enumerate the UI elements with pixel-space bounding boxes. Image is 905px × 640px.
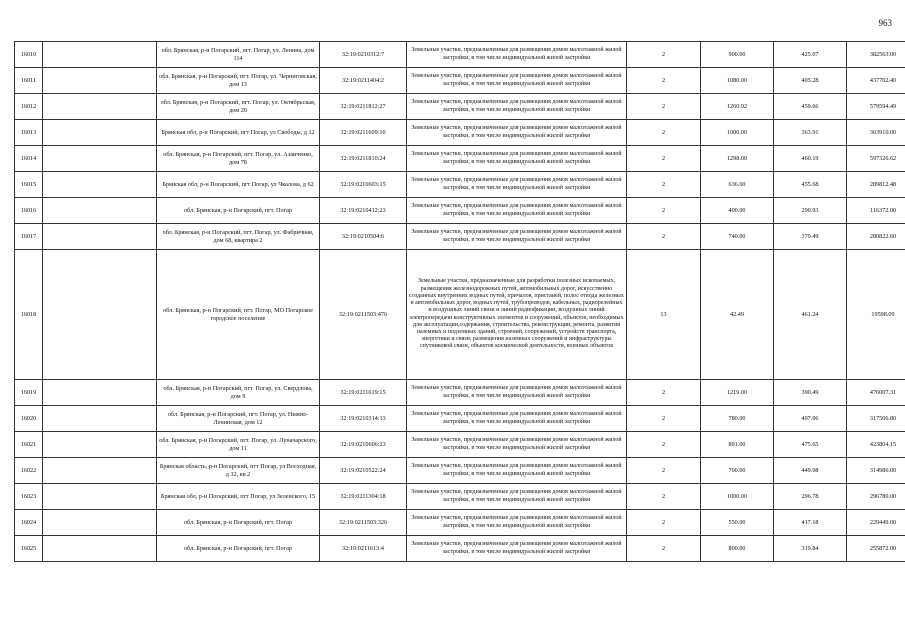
specific-value-cell: 379.49 xyxy=(774,224,847,250)
area-cell: 1219.00 xyxy=(701,380,774,406)
address-cell: обл. Брянская, р-н Погарский, пгт. Погар, ул. Октябрьская, дом 20 xyxy=(157,94,320,120)
cadastral-value-cell: 116372.00 xyxy=(847,198,905,224)
land-use-cell: Земельные участки, предназначенные для размещения домов малоэтажной жилой застройки, в том числе индивидуальной жилой застройки xyxy=(407,458,627,484)
group-cell: 2 xyxy=(627,120,701,146)
cadastral-value-cell: 296780.00 xyxy=(847,484,905,510)
cadastral-value-cell: 363910.00 xyxy=(847,120,905,146)
cadastral-value-cell: 255872.00 xyxy=(847,536,905,562)
row-number: 16020 xyxy=(15,406,43,432)
address-cell: Брянская область, р-н Погарский, пгт Погар, ул Восходная, д 32, кв 2 xyxy=(157,458,320,484)
address-cell: обл. Брянская, р-н Погарский, пгт. Погар, ул. Свердлова, дом 9 xyxy=(157,380,320,406)
area-cell: 1298.00 xyxy=(701,146,774,172)
land-use-cell: Земельные участки, предназначенные для разработки полезных ископаемых, размещения железнодорожных путей, автомобильных дорог, искусственно созданных внутренних водных путей, причалов, пристаней, полос отвода железных и автомобильных дорог, водных путей, трубопроводов, кабельных, радиорелейных и воздушных линий связи и линий радиофикации, воздушных линий электропередачи конструктивных элементов и сооружений, объектов, необходимых для эксплуатации,содержания, строительства, реконструкции, ремонта, развития наземных и подземных зданий, строений, сооружений, устройств транспорта, энергетики и связи; размещения наземных сооружений и инфраструктуры спутниковой связи, объектов космической деятельности, военных объектов xyxy=(407,250,627,380)
table-row xyxy=(15,250,905,380)
area-cell: 700.00 xyxy=(701,458,774,484)
cadastral-number-cell: 32:19:0211503:326 xyxy=(320,510,407,536)
table-row xyxy=(15,120,905,146)
address-cell: обл. Брянская, р-н Погарский, пгт. Погар xyxy=(157,198,320,224)
group-cell: 2 xyxy=(627,224,701,250)
land-use-cell: Земельные участки, предназначенные для размещения домов малоэтажной жилой застройки, в том числе индивидуальной жилой застройки xyxy=(407,406,627,432)
table-row xyxy=(15,380,905,406)
table-row xyxy=(15,172,905,198)
land-use-cell: Земельные участки, предназначенные для размещения домов малоэтажной жилой застройки, в том числе индивидуальной жилой застройки xyxy=(407,224,627,250)
specific-value-cell: 417.18 xyxy=(774,510,847,536)
address-cell: обл. Брянская, р-н Погарский, пгт. Погар, ул. Луначарского, дом 11 xyxy=(157,432,320,458)
group-cell: 2 xyxy=(627,42,701,68)
group-cell: 2 xyxy=(627,146,701,172)
specific-value-cell: 407.06 xyxy=(774,406,847,432)
specific-value-cell: 460.19 xyxy=(774,146,847,172)
cadastral-value-cell: 579594.49 xyxy=(847,94,905,120)
area-cell: 1080.00 xyxy=(701,68,774,94)
specific-value-cell: 459.66 xyxy=(774,94,847,120)
specific-value-cell: 449.98 xyxy=(774,458,847,484)
land-use-cell: Земельные участки, предназначенные для размещения домов малоэтажной жилой застройки, в том числе индивидуальной жилой застройки xyxy=(407,432,627,458)
address-cell: Брянская обл, р-н Погарский, пгт Погар, ул Зеленского, 15 xyxy=(157,484,320,510)
table-body xyxy=(15,42,905,562)
cadastral-number-cell: 32:19:0210603:15 xyxy=(320,172,407,198)
specific-value-cell: 475.65 xyxy=(774,432,847,458)
cadastral-number-cell: 32:19:0210606:23 xyxy=(320,432,407,458)
land-use-cell: Земельные участки, предназначенные для размещения домов малоэтажной жилой застройки, в том числе индивидуальной жилой застройки xyxy=(407,94,627,120)
blank-column xyxy=(43,224,157,250)
cadastral-value-table xyxy=(14,41,905,562)
specific-value-cell: 461.24 xyxy=(774,250,847,380)
table-row xyxy=(15,510,905,536)
area-cell: 550.00 xyxy=(701,510,774,536)
cadastral-number-cell: 32:19:0210504:6 xyxy=(320,224,407,250)
specific-value-cell: 296.78 xyxy=(774,484,847,510)
specific-value-cell: 390.49 xyxy=(774,380,847,406)
group-cell: 2 xyxy=(627,536,701,562)
address-cell: обл. Брянская, р-н Погарский, пгт. Погар, ул. Нижне-Ленинская, дом 12 xyxy=(157,406,320,432)
specific-value-cell: 290.93 xyxy=(774,198,847,224)
address-cell: Брянская обл, р-н Погарский, пгт Погар, ул Свободы, д 12 xyxy=(157,120,320,146)
address-cell: обл. Брянская, р-н Погарский, пгт. Погар, ул. Фабричная, дом 68, квартира 2 xyxy=(157,224,320,250)
area-cell: 42.49 xyxy=(701,250,774,380)
cadastral-number-cell: 32:19:0210314:13 xyxy=(320,406,407,432)
row-number: 16013 xyxy=(15,120,43,146)
row-number: 16024 xyxy=(15,510,43,536)
table-row xyxy=(15,224,905,250)
group-cell: 2 xyxy=(627,172,701,198)
blank-column xyxy=(43,380,157,406)
group-cell: 2 xyxy=(627,406,701,432)
area-cell: 891.00 xyxy=(701,432,774,458)
row-number: 16017 xyxy=(15,224,43,250)
area-cell: 800.00 xyxy=(701,536,774,562)
area-cell: 400.00 xyxy=(701,198,774,224)
row-number: 16011 xyxy=(15,68,43,94)
blank-column xyxy=(43,406,157,432)
table-row xyxy=(15,198,905,224)
cadastral-value-cell: 229449.00 xyxy=(847,510,905,536)
area-cell: 900.00 xyxy=(701,42,774,68)
land-use-cell: Земельные участки, предназначенные для размещения домов малоэтажной жилой застройки, в том числе индивидуальной жилой застройки xyxy=(407,536,627,562)
cadastral-number-cell: 32:19:0211810:24 xyxy=(320,146,407,172)
cadastral-number-cell: 32:19:0210312:7 xyxy=(320,42,407,68)
group-cell: 2 xyxy=(627,458,701,484)
group-cell: 2 xyxy=(627,484,701,510)
area-cell: 780.00 xyxy=(701,406,774,432)
table-row xyxy=(15,406,905,432)
area-cell: 636.00 xyxy=(701,172,774,198)
specific-value-cell: 455.68 xyxy=(774,172,847,198)
table-row xyxy=(15,536,905,562)
land-use-cell: Земельные участки, предназначенные для размещения домов малоэтажной жилой застройки, в том числе индивидуальной жилой застройки xyxy=(407,198,627,224)
cadastral-number-cell: 32:19:0211619:15 xyxy=(320,380,407,406)
blank-column xyxy=(43,458,157,484)
land-use-cell: Земельные участки, предназначенные для размещения домов малоэтажной жилой застройки, в том числе индивидуальной жилой застройки xyxy=(407,120,627,146)
cadastral-number-cell: 32:19:0210412:23 xyxy=(320,198,407,224)
area-cell: 740.00 xyxy=(701,224,774,250)
row-number: 16023 xyxy=(15,484,43,510)
blank-column xyxy=(43,432,157,458)
row-number: 16010 xyxy=(15,42,43,68)
blank-column xyxy=(43,510,157,536)
cadastral-value-cell: 289812.48 xyxy=(847,172,905,198)
table-row xyxy=(15,94,905,120)
address-cell: обл. Брянская, р-н Погарский, пгт. Погар, ул. Ленина, дом 114 xyxy=(157,42,320,68)
blank-column xyxy=(43,198,157,224)
cadastral-value-cell: 19598.09 xyxy=(847,250,905,380)
land-use-cell: Земельные участки, предназначенные для размещения домов малоэтажной жилой застройки, в том числе индивидуальной жилой застройки xyxy=(407,484,627,510)
area-cell: 1260.92 xyxy=(701,94,774,120)
cadastral-number-cell: 32:19:0210522:24 xyxy=(320,458,407,484)
row-number: 16021 xyxy=(15,432,43,458)
row-number: 16018 xyxy=(15,250,43,380)
group-cell: 2 xyxy=(627,198,701,224)
cadastral-value-cell: 476007.31 xyxy=(847,380,905,406)
cadastral-value-cell: 314986.00 xyxy=(847,458,905,484)
cadastral-number-cell: 32:19:0211613:4 xyxy=(320,536,407,562)
row-number: 16025 xyxy=(15,536,43,562)
cadastral-number-cell: 32:19:0211304:18 xyxy=(320,484,407,510)
land-use-cell: Земельные участки, предназначенные для размещения домов малоэтажной жилой застройки, в том числе индивидуальной жилой застройки xyxy=(407,146,627,172)
land-use-cell: Земельные участки, предназначенные для размещения домов малоэтажной жилой застройки, в том числе индивидуальной жилой застройки xyxy=(407,42,627,68)
blank-column xyxy=(43,120,157,146)
row-number: 16012 xyxy=(15,94,43,120)
table-row xyxy=(15,146,905,172)
blank-column xyxy=(43,484,157,510)
group-cell: 2 xyxy=(627,94,701,120)
row-number: 16015 xyxy=(15,172,43,198)
cadastral-number-cell: 32:19:0211503:476 xyxy=(320,250,407,380)
cadastral-value-cell: 437702.40 xyxy=(847,68,905,94)
table-row xyxy=(15,68,905,94)
table-row xyxy=(15,432,905,458)
cadastral-number-cell: 32:19:0211404:2 xyxy=(320,68,407,94)
area-cell: 1000.00 xyxy=(701,484,774,510)
specific-value-cell: 405.28 xyxy=(774,68,847,94)
group-cell: 2 xyxy=(627,510,701,536)
table-row xyxy=(15,484,905,510)
address-cell: обл. Брянская, р-н Погарский, пгт. Погар, ул. Азаиченко, дом 78 xyxy=(157,146,320,172)
specific-value-cell: 363.91 xyxy=(774,120,847,146)
blank-column xyxy=(43,172,157,198)
group-cell: 2 xyxy=(627,380,701,406)
blank-column xyxy=(43,536,157,562)
row-number: 16016 xyxy=(15,198,43,224)
table-row xyxy=(15,42,905,68)
group-cell: 2 xyxy=(627,432,701,458)
address-cell: Брянская обл, р-н Погарский, пгт Погар, ул Чкалова, д 62 xyxy=(157,172,320,198)
address-cell: обл. Брянская, р-н Погарский, пгт. Погар xyxy=(157,536,320,562)
cadastral-number-cell: 32:19:0211609:10 xyxy=(320,120,407,146)
row-number: 16022 xyxy=(15,458,43,484)
cadastral-value-cell: 597326.62 xyxy=(847,146,905,172)
area-cell: 1000.00 xyxy=(701,120,774,146)
cadastral-value-cell: 382563.00 xyxy=(847,42,905,68)
table-row xyxy=(15,458,905,484)
blank-column xyxy=(43,250,157,380)
cadastral-value-cell: 317506.80 xyxy=(847,406,905,432)
blank-column xyxy=(43,68,157,94)
row-number: 16019 xyxy=(15,380,43,406)
specific-value-cell: 319.84 xyxy=(774,536,847,562)
blank-column xyxy=(43,42,157,68)
address-cell: обл. Брянская, р-н Погарский, пгт. Погар, МО Погарское городское поселение xyxy=(157,250,320,380)
address-cell: обл. Брянская, р-н Погарский, пгт. Погар, ул. Черниговская, дом 13 xyxy=(157,68,320,94)
cadastral-value-cell: 280822.60 xyxy=(847,224,905,250)
blank-column xyxy=(43,94,157,120)
land-use-cell: Земельные участки, предназначенные для размещения домов малоэтажной жилой застройки, в том числе индивидуальной жилой застройки xyxy=(407,510,627,536)
row-number: 16014 xyxy=(15,146,43,172)
land-use-cell: Земельные участки, предназначенные для размещения домов малоэтажной жилой застройки, в том числе индивидуальной жилой застройки xyxy=(407,172,627,198)
page-number: 963 xyxy=(878,18,892,28)
land-use-cell: Земельные участки, предназначенные для размещения домов малоэтажной жилой застройки, в том числе индивидуальной жилой застройки xyxy=(407,380,627,406)
blank-column xyxy=(43,146,157,172)
group-cell: 2 xyxy=(627,68,701,94)
land-use-cell: Земельные участки, предназначенные для размещения домов малоэтажной жилой застройки, в том числе индивидуальной жилой застройки xyxy=(407,68,627,94)
cadastral-number-cell: 32:19:0211812:27 xyxy=(320,94,407,120)
specific-value-cell: 425.07 xyxy=(774,42,847,68)
address-cell: обл. Брянская, р-н Погарский, пгт. Погар xyxy=(157,510,320,536)
cadastral-value-cell: 423804.15 xyxy=(847,432,905,458)
group-cell: 13 xyxy=(627,250,701,380)
